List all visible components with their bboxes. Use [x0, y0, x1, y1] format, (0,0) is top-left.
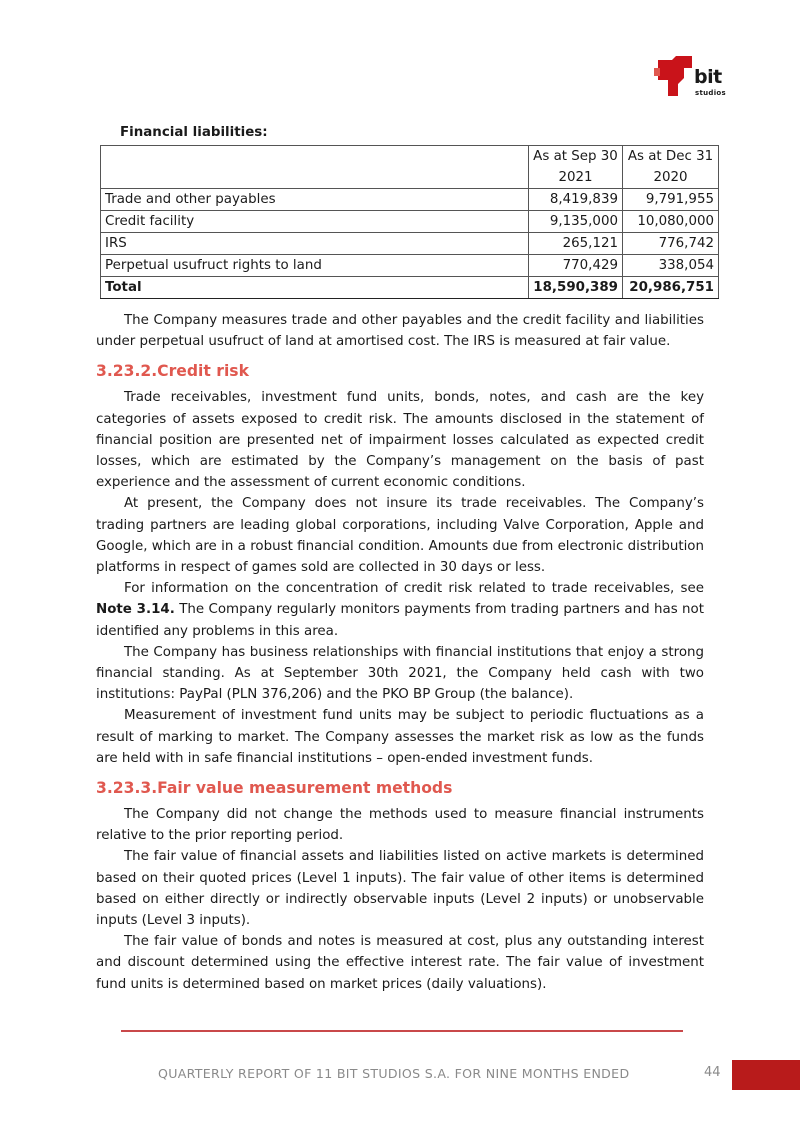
- paragraph-concentration: For information on the concentration of credit risk related to trade receivables, see Note 3.14. The Company regularly monitors payments from trading partners and has not identified any problems in this area.: [96, 581, 704, 639]
- table-row: [101, 233, 719, 255]
- table-title: Financial liabilities:: [120, 125, 268, 140]
- header-label-cell: [101, 146, 529, 189]
- total-value-2020: 20,986,751: [623, 277, 719, 299]
- row-value-2021: 770,429: [529, 255, 623, 277]
- table-row: [101, 255, 719, 277]
- table-header-row: [101, 146, 719, 189]
- row-value-2021: 9,135,000: [529, 211, 623, 233]
- logo-wordmark: bit: [694, 66, 722, 88]
- paragraph-institutions: The Company has business relationships with financial institutions that enjoy a strong financial standing. As at September 30th 2021, the Company held cash with two institutions: PayPal (PLN 376,206) and the PKO BP Group (the balance).: [96, 644, 704, 703]
- section-heading-fair-value: 3.23.3.Fair value measurement methods: [96, 779, 453, 798]
- row-label: Credit facility: [101, 211, 529, 233]
- page-tab-marker: [732, 1060, 800, 1090]
- paragraph-fund-units: Measurement of investment fund units may be subject to periodic fluctuations as a result of marking to market. The Company assesses the market risk as low as the funds are held with in safe financial institutions – open-ended investment funds.: [96, 708, 704, 766]
- row-value-2020: 338,054: [623, 255, 719, 277]
- page-number: 44: [704, 1065, 721, 1080]
- section-heading-credit-risk: 3.23.2.Credit risk: [96, 362, 249, 381]
- total-value-2021: 18,590,389: [529, 277, 623, 299]
- table-row: [101, 189, 719, 211]
- row-value-2021: 8,419,839: [529, 189, 623, 211]
- row-value-2021: 265,121: [529, 233, 623, 255]
- paragraph-credit-categories: Trade receivables, investment fund units, bonds, notes, and cash are the key categories of assets exposed to credit risk. The amounts disclosed in the statement of financial position are presented net of impairment losses calculated as expected credit losses, which are estimated by the Company’s management on the basis of past experience and the assessment of current economic conditions.: [96, 390, 704, 491]
- financial-liabilities-table: [100, 145, 719, 299]
- footer-divider: [121, 1030, 683, 1032]
- table-row: [101, 211, 719, 233]
- paragraph-trade-partners: At present, the Company does not insure its trade receivables. The Company’s trading partners are leading global corporations, including Valve Corporation, Apple and Google, which are in a robust financial condition. Amounts due from electronic distribution platforms in respect of games sold are collected in 30 days or less.: [96, 496, 704, 576]
- document-body: [96, 124, 714, 995]
- total-label: Total: [101, 277, 529, 299]
- paragraph-methods: The Company did not change the methods used to measure financial instruments relative to the prior reporting period.: [96, 807, 704, 844]
- row-label: IRS: [101, 233, 529, 255]
- header-col-2021: As at Sep 30 2021: [529, 146, 623, 189]
- row-value-2020: 9,791,955: [623, 189, 719, 211]
- paragraph-levels: The fair value of financial assets and liabilities listed on active markets is determined based on their quoted prices (Level 1 inputs). The fair value of other items is determined based on either directly or indirectly observable inputs (Level 2 inputs) or unobservable inputs (Level 3 inputs).: [96, 849, 704, 929]
- row-value-2020: 776,742: [623, 233, 719, 255]
- logo-subtext: studios: [695, 89, 726, 97]
- footer-title: QUARTERLY REPORT OF 11 BIT STUDIOS S.A. FOR NINE MONTHS ENDED: [158, 1066, 630, 1081]
- row-value-2020: 10,080,000: [623, 211, 719, 233]
- header-col-2020: As at Dec 31 2020: [623, 146, 719, 189]
- row-label: Trade and other payables: [101, 189, 529, 211]
- paragraph-bonds: The fair value of bonds and notes is measured at cost, plus any outstanding interest and discount determined using the effective interest rate. The fair value of investment fund units is determined based on market prices (daily valuations).: [96, 934, 704, 992]
- note-reference: Note 3.14.: [96, 602, 175, 618]
- row-label: Perpetual usufruct rights to land: [101, 255, 529, 277]
- table-total-row: [101, 277, 719, 299]
- paragraph-measurement: The Company measures trade and other payables and the credit facility and liabilities under perpetual usufruct of land at amortised cost. The IRS is measured at fair value.: [96, 313, 704, 350]
